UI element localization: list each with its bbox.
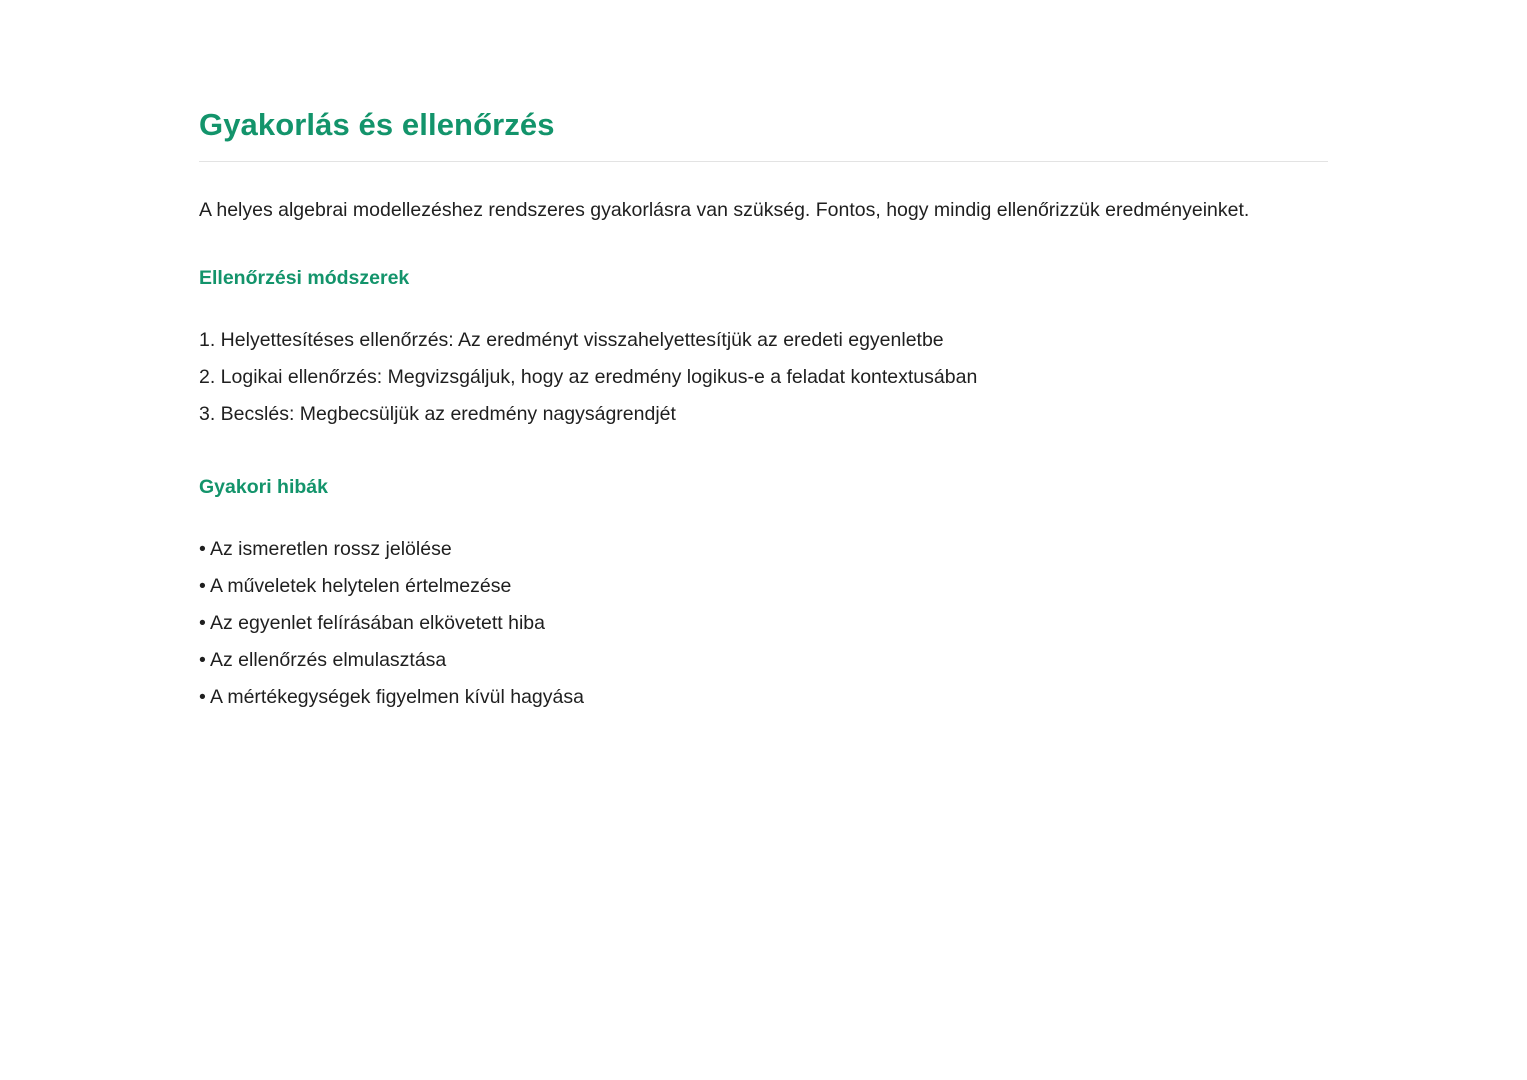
- methods-list: [199, 322, 1328, 433]
- mistakes-item-4: [199, 642, 1328, 679]
- mistakes-item-1: [199, 531, 1328, 568]
- page-title: Gyakorlás és ellenőrzés: [199, 107, 555, 142]
- mistakes-item-5: [199, 679, 1328, 716]
- mistakes-item-text: Az ellenőrzés elmulasztása: [210, 649, 447, 671]
- bullet-marker: •: [199, 575, 206, 597]
- methods-item-3: 3. Becslés: Megbecsüljük az eredmény nagyságrendjét: [199, 403, 676, 425]
- mistakes-item-2: [199, 568, 1328, 605]
- mistakes-list: [199, 531, 1328, 716]
- mistakes-item-3: [199, 605, 1328, 642]
- mistakes-item-text: A műveletek helytelen értelmezése: [210, 575, 512, 597]
- methods-item-1: 1. Helyettesítéses ellenőrzés: Az eredményt visszahelyettesítjük az eredeti egyenletbe: [199, 329, 944, 351]
- title-divider: [199, 161, 1328, 162]
- mistakes-item-text: Az ismeretlen rossz jelölése: [210, 538, 452, 560]
- methods-heading: Ellenőrzési módszerek: [199, 267, 410, 289]
- bullet-marker: •: [199, 649, 206, 671]
- mistakes-item-text: A mértékegységek figyelmen kívül hagyása: [210, 686, 584, 708]
- bullet-marker: •: [199, 538, 206, 560]
- bullet-marker: •: [199, 686, 206, 708]
- methods-item-2: 2. Logikai ellenőrzés: Megvizsgáljuk, hogy az eredmény logikus-e a feladat kontextusában: [199, 366, 978, 388]
- intro-paragraph: A helyes algebrai modellezéshez rendszeres gyakorlásra van szükség. Fontos, hogy mindig ellenőrizzük eredményeinket.: [199, 199, 1250, 221]
- mistakes-item-text: Az egyenlet felírásában elkövetett hiba: [210, 612, 545, 634]
- mistakes-heading: Gyakori hibák: [199, 476, 328, 498]
- bullet-marker: •: [199, 612, 206, 634]
